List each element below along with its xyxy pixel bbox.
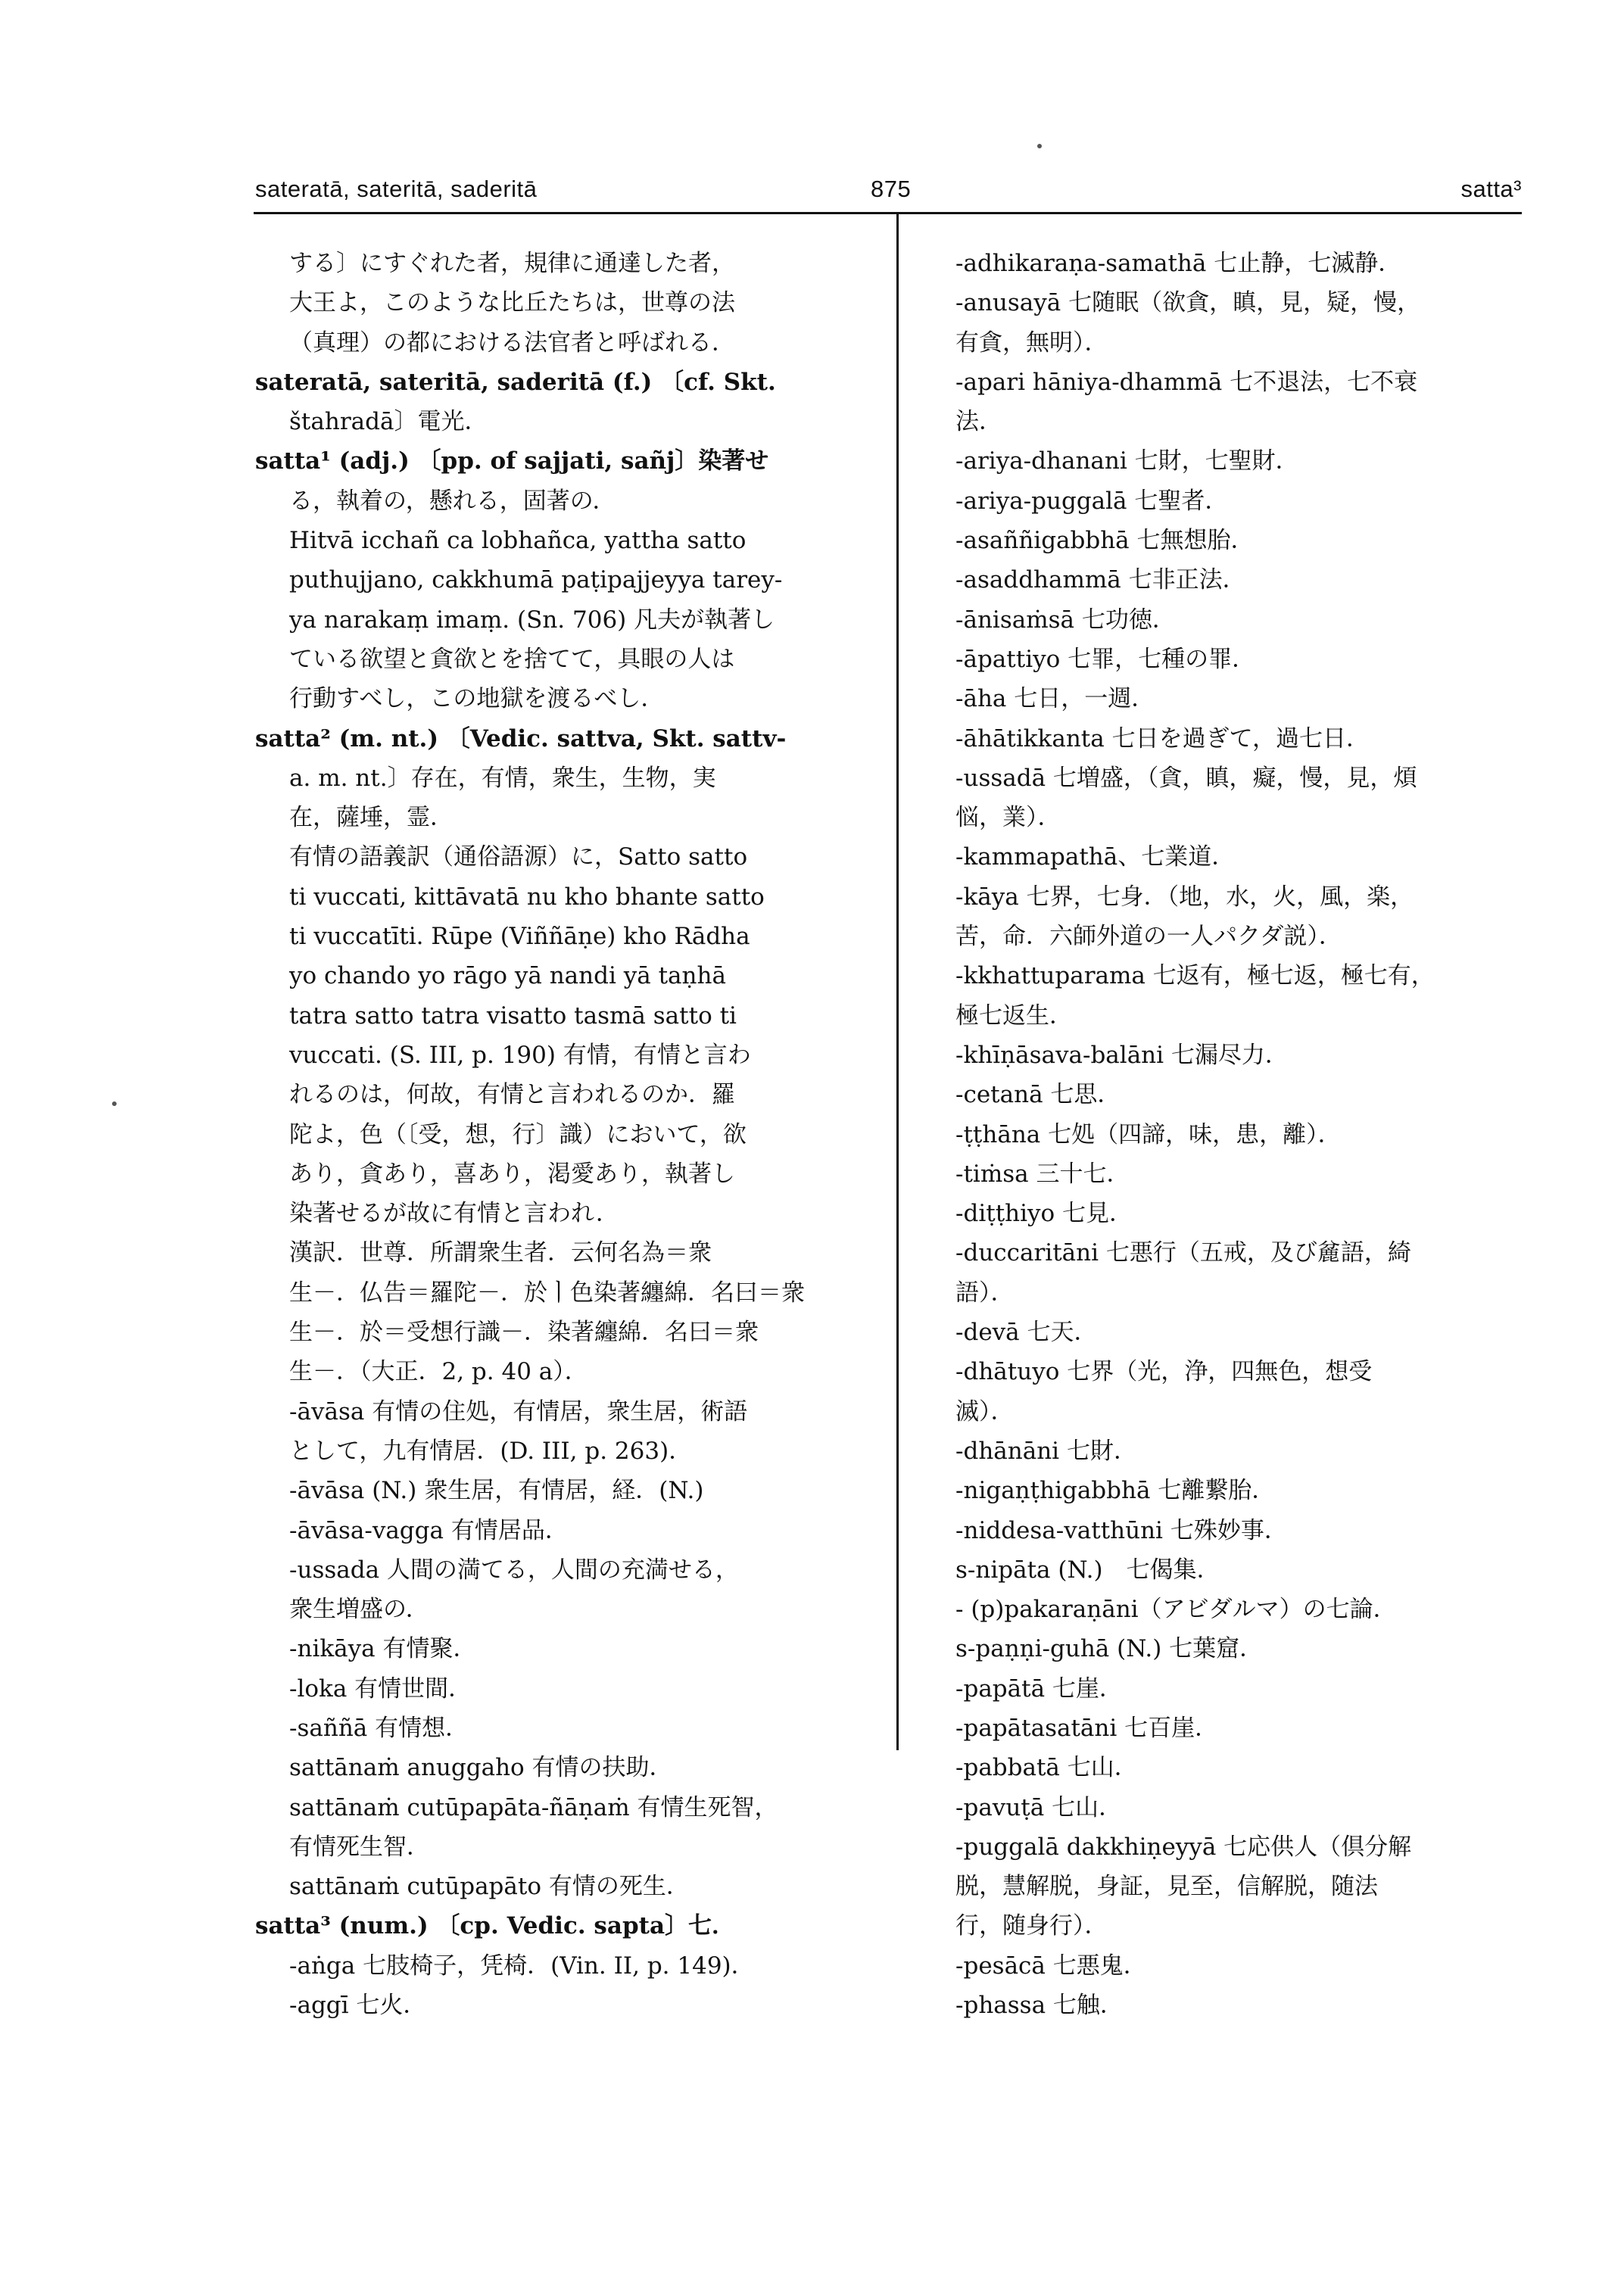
right-column xyxy=(955,244,1531,2025)
citation-line: ti vuccati, kittāvatā nu kho bhante satto xyxy=(289,883,765,911)
scan-speck xyxy=(112,1101,117,1106)
headword-satta-3: satta³ (num.) 〔cp. Vedic. sapta〕七． xyxy=(255,1912,736,1940)
chinese-translation-line: 生－．仏告＝羅陀－．於ㅣ色染著纏綿．名曰＝衆 xyxy=(289,1279,805,1307)
compound-entry: -loka 有情世間． xyxy=(289,1675,472,1703)
compound-entry: -kkhattuparama 七返有，極七返，極七有， xyxy=(955,962,1435,990)
compound-entry: sattānaṁ cutūpapāta-ñāṇaṁ 有情生死智， xyxy=(289,1793,778,1821)
entry-line: 有情死生智． xyxy=(289,1833,430,1861)
compound-entry: -āpattiyo 七罪，七種の罪． xyxy=(955,645,1256,673)
compound-entry: -saññā 有情想． xyxy=(289,1714,469,1742)
entry-line: 苦，命．六師外道の一人パクダ説）． xyxy=(955,923,1342,951)
compound-entry: -āha 七日，一週． xyxy=(955,685,1155,713)
citation-line: yo chando yo rāgo yā nandi yā taṇhā xyxy=(289,962,726,990)
headword-saterata: sateratā, sateritā, saderitā (f.) 〔cf. Skt. xyxy=(255,368,776,396)
entry-line: 染著せるが故に有情と言われ． xyxy=(289,1200,619,1228)
entry-line: る，執着の，懸れる，固著の． xyxy=(289,487,616,515)
chinese-translation-line: 漢訳．世尊．所謂衆生者．云何名為＝衆 xyxy=(289,1239,712,1267)
compound-entry: -āhātikkanta 七日を過ぎて，過七日． xyxy=(955,724,1370,752)
entry-line: する〕にすぐれた者，規律に通達した者， xyxy=(289,250,735,277)
compound-entry: -dhānāni 七財． xyxy=(955,1437,1137,1465)
entry-line: 陀よ，色（〔受，想，行〕識）において，欲 xyxy=(289,1120,747,1148)
compound-entry: sattānaṁ cutūpapāto 有情の死生． xyxy=(289,1873,690,1901)
citation-line: vuccati. (S. III, p. 190) 有情，有情と言わ xyxy=(289,1041,751,1069)
entry-line: 脱，慧解脱，身証，見至，信解脱，随法 xyxy=(955,1873,1378,1901)
compound-entry: -asaddhammā 七非正法． xyxy=(955,566,1246,594)
compound-entry: -adhikaraṇa-samathā 七止静，七滅静． xyxy=(955,250,1402,277)
column-divider xyxy=(896,213,899,1750)
compound-entry: -āvāsa-vagga 有情居品． xyxy=(289,1516,569,1544)
running-head-right: satta³ xyxy=(1460,176,1522,202)
compound-entry: -kāya 七界，七身．（地，水，火，風，楽， xyxy=(955,883,1414,911)
left-column xyxy=(255,244,876,2025)
compound-entry: -ānisaṁsā 七功徳． xyxy=(955,606,1176,634)
entry-line: 行動すべし，この地獄を渡るべし． xyxy=(289,685,665,713)
compound-entry: -anusayā 七随眠（欲貪，瞋，見，疑，慢， xyxy=(955,289,1421,317)
entry-line: として，九有情居．(D. III, p. 263)． xyxy=(289,1437,693,1465)
compound-entry: -āvāsa 有情の住処，有情居，衆生居，術語 xyxy=(289,1397,748,1425)
header-rule xyxy=(254,212,1522,214)
entry-line: a. m. nt.〕存在，有情，衆生，生物，実 xyxy=(289,764,716,792)
entry-line: 大王よ，このような比丘たちは，世尊の法 xyxy=(289,289,735,317)
entry-line: 有情の語義訳（通俗語源）に，Satto satto xyxy=(289,843,748,871)
entry-line: štahradā〕電光． xyxy=(289,408,488,436)
citation-line: puthujjano, cakkhumā paṭipajjeyya tarey- xyxy=(289,566,783,594)
compound-entry: -apari hāniya-dhammā 七不退法，七不衰 xyxy=(955,368,1418,396)
chinese-translation-line: 生－．於＝受想行識－．染著纏綿．名曰＝衆 xyxy=(289,1319,759,1347)
compound-entry: -devā 七天． xyxy=(955,1319,1098,1347)
compound-entry: -papātā 七崖． xyxy=(955,1675,1123,1703)
compound-entry: -pabbatā 七山． xyxy=(955,1754,1138,1782)
compound-entry: -ussada 人間の満てる，人間の充満せる， xyxy=(289,1556,739,1584)
entry-line: 悩，業）． xyxy=(955,804,1061,832)
compound-entry: -dhātuyo 七界（光，浄，四無色，想受 xyxy=(955,1358,1373,1386)
compound-entry: -ussadā 七増盛，（貪，瞋，癡，慢，見，煩 xyxy=(955,764,1417,792)
entry-line: 在，薩埵，霊． xyxy=(289,804,454,832)
entry-line: 極七返生． xyxy=(955,1002,1073,1030)
citation-line: tatra satto tatra visatto tasmā satto ti xyxy=(289,1002,737,1030)
compound-entry: -āvāsa (N.) 衆生居，有情居，経．(N.) xyxy=(289,1477,704,1505)
compound-entry: -niddesa-vatthūni 七殊妙事． xyxy=(955,1516,1288,1544)
compound-entry: -diṭṭhiyo 七見． xyxy=(955,1200,1133,1228)
entry-line: 滅）． xyxy=(955,1397,1015,1425)
compound-entry: -khīṇāsava-balāni 七漏尽力． xyxy=(955,1041,1289,1069)
citation-line: Hitvā icchañ ca lobhañca, yattha satto xyxy=(289,527,747,555)
compound-entry: -tiṁsa 三十七． xyxy=(955,1160,1130,1188)
running-head-left: sateratā, sateritā, saderitā xyxy=(255,176,538,202)
compound-entry: -aggī 七火． xyxy=(289,1992,427,2020)
compound-entry: -puggalā dakkhiṇeyyā 七応供人（倶分解 xyxy=(955,1833,1412,1861)
compound-entry: -ariya-dhanani 七財，七聖財． xyxy=(955,447,1299,475)
entry-line: あり，貪あり，喜あり，渇愛あり，執著し xyxy=(289,1160,735,1188)
headword-satta-1: satta¹ (adj.) 〔pp. of sajjati, sañj〕染著せ xyxy=(255,447,769,475)
headword-satta-2: satta² (m. nt.) 〔Vedic. sattva, Skt. sattv- xyxy=(255,724,787,752)
entry-line: れるのは，何故，有情と言われるのか．羅 xyxy=(289,1081,735,1109)
entry-line: 行，随身行）． xyxy=(955,1912,1108,1940)
compound-entry: sattānaṁ anuggaho 有情の扶助． xyxy=(289,1754,673,1782)
compound-entry: -nikāya 有情聚． xyxy=(289,1635,477,1663)
compound-entry: - (p)pakaraṇāni（アビダルマ）の七論． xyxy=(955,1596,1397,1624)
citation-line: ti vuccatīti. Rūpe (Viññāṇe) kho Rādha xyxy=(289,923,750,951)
compound-entry: -aṅga 七肢椅子，凭椅．(Vin. II, p. 149)． xyxy=(289,1952,755,1980)
entry-line: 衆生増盛の． xyxy=(289,1596,429,1624)
chinese-translation-line: 生－．（大正．2, p. 40 a）． xyxy=(289,1358,588,1386)
compound-entry: -kammapathā、七業道． xyxy=(955,843,1236,871)
compound-entry: -ariya-puggalā 七聖者． xyxy=(955,487,1229,515)
compound-entry: -asaññigabbhā 七無想胎． xyxy=(955,527,1255,555)
compound-entry: -nigaṇṭhigabbhā 七離繋胎． xyxy=(955,1477,1276,1505)
compound-entry: -pavuṭā 七山． xyxy=(955,1793,1123,1821)
compound-entry: s-nipāta (N.) 七偈集． xyxy=(955,1556,1220,1584)
compound-entry: -phassa 七触． xyxy=(955,1992,1124,2020)
citation-line: ya narakaṃ imaṃ. (Sn. 706) 凡夫が執著し xyxy=(289,606,775,634)
entry-line: 語）． xyxy=(955,1279,1015,1307)
compound-entry: -duccaritāni 七悪行（五戒，及び麄語，綺 xyxy=(955,1239,1411,1267)
entry-line: 有貪，無明）． xyxy=(955,329,1108,357)
compound-entry: -cetanā 七思． xyxy=(955,1081,1121,1109)
entry-line: 法． xyxy=(955,408,1002,436)
compound-entry: -papātasatāni 七百崖． xyxy=(955,1714,1219,1742)
entry-line: （真理）の都における法官者と呼ばれる． xyxy=(289,329,735,357)
compound-entry: -ṭṭhāna 七処（四諦，味，患，離）． xyxy=(955,1120,1342,1148)
compound-entry: s-paṇṇi-guhā (N.) 七葉窟． xyxy=(955,1635,1264,1663)
compound-entry: -pesācā 七悪鬼． xyxy=(955,1952,1147,1980)
entry-line: ている欲望と貪欲とを捨てて，具眼の人は xyxy=(289,645,735,673)
scan-speck xyxy=(1037,144,1042,148)
page-number: 875 xyxy=(871,176,912,202)
